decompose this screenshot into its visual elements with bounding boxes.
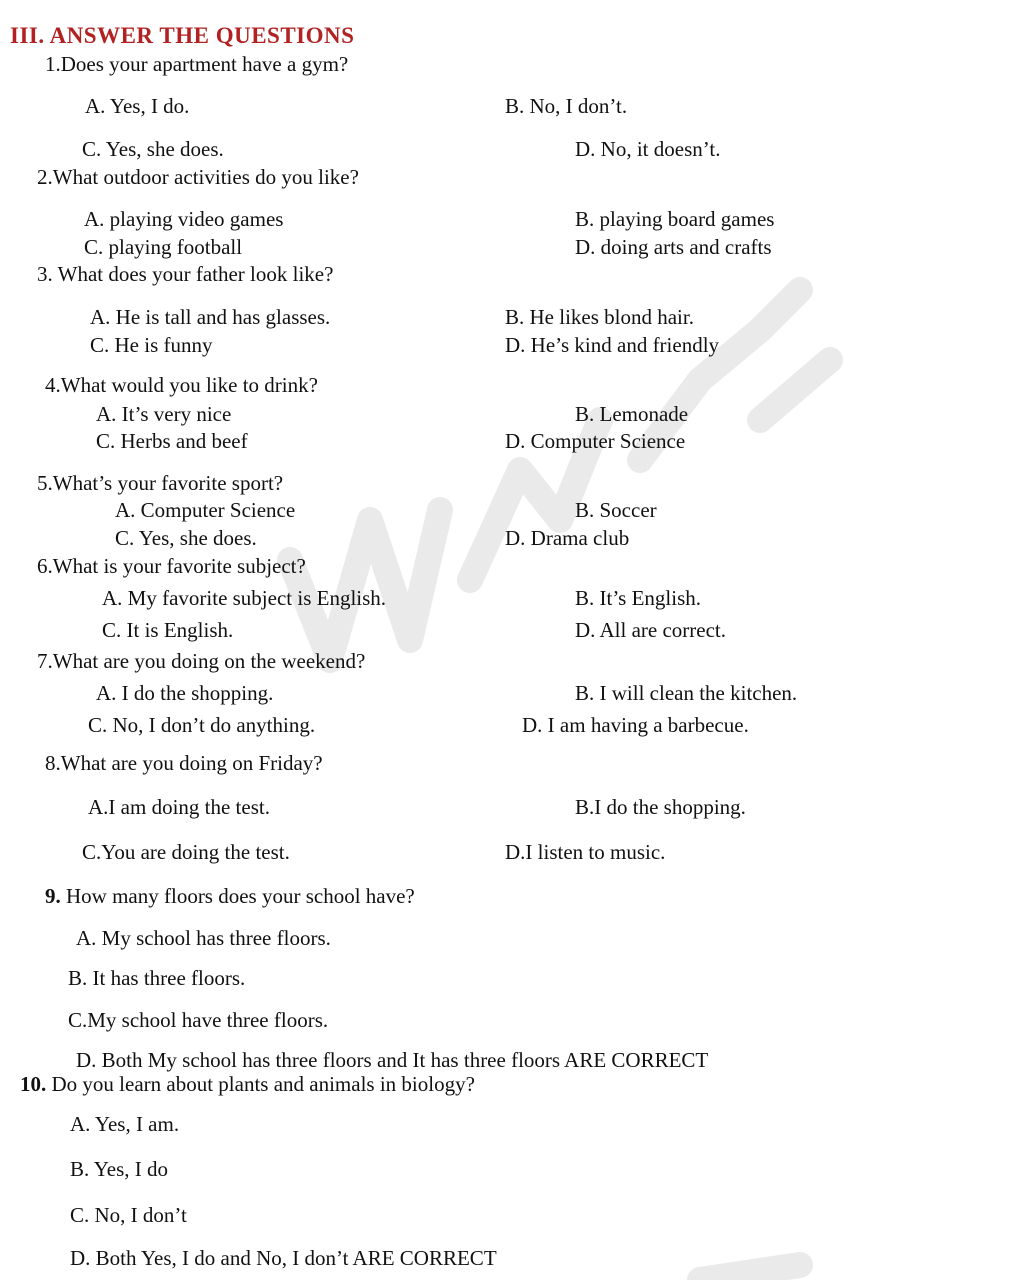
q5-option-d: D. Drama club — [505, 526, 630, 550]
q7-option-b: B. I will clean the kitchen. — [575, 681, 798, 705]
q1-option-c: C. Yes, she does. — [82, 137, 224, 161]
q2-option-d: D. doing arts and crafts — [575, 235, 772, 259]
question-6: 6.What is your favorite subject? — [37, 554, 306, 578]
q3-option-c: C. He is funny — [90, 333, 213, 357]
q5-option-b: B. Soccer — [575, 498, 657, 522]
q10-option-a: A. Yes, I am. — [70, 1112, 180, 1136]
question-9 — [45, 886, 415, 907]
question-8: 8.What are you doing on Friday? — [45, 751, 323, 775]
section-heading: III. ANSWER THE QUESTIONS — [10, 23, 355, 48]
question-10-text: Do you learn about plants and animals in biology? — [46, 1072, 475, 1096]
question-10-number: 10. — [20, 1072, 47, 1096]
q7-option-c: C. No, I don’t do anything. — [88, 713, 316, 737]
q7-option-d: D. I am having a barbecue. — [522, 713, 749, 737]
q10-option-b: B. Yes, I do — [70, 1157, 169, 1181]
q6-option-d: D. All are correct. — [575, 618, 727, 642]
question-9-number: 9. — [45, 884, 61, 908]
q4-option-d: D. Computer Science — [505, 429, 686, 453]
q6-option-a: A. My favorite subject is English. — [102, 586, 387, 610]
question-2: 2.What outdoor activities do you like? — [37, 165, 359, 189]
question-5: 5.What’s your favorite sport? — [37, 471, 284, 495]
q9-option-a: A. My school has three floors. — [76, 926, 331, 950]
q6-option-b: B. It’s English. — [575, 586, 702, 610]
q8-option-d: D.I listen to music. — [505, 840, 666, 864]
q8-option-b: B.I do the shopping. — [575, 795, 746, 819]
q4-option-a: A. It’s very nice — [96, 402, 232, 426]
q3-option-b: B. He likes blond hair. — [505, 305, 694, 329]
question-7: 7.What are you doing on the weekend? — [37, 649, 366, 673]
q4-option-b: B. Lemonade — [575, 402, 689, 426]
q1-option-a: A. Yes, I do. — [85, 94, 190, 118]
q9-option-c: C.My school have three floors. — [68, 1008, 329, 1032]
q10-option-d: D. Both Yes, I do and No, I don’t ARE CORRECT — [70, 1246, 497, 1270]
q1-option-b: B. No, I don’t. — [505, 94, 628, 118]
q2-option-c: C. playing football — [84, 235, 243, 259]
q9-option-b: B. It has three floors. — [68, 966, 246, 990]
question-9-text: How many floors does your school have? — [60, 884, 415, 908]
question-1: 1.Does your apartment have a gym? — [45, 52, 349, 76]
q3-option-a: A. He is tall and has glasses. — [90, 305, 331, 329]
q2-option-a: A. playing video games — [84, 207, 284, 231]
q5-option-a: A. Computer Science — [115, 498, 296, 522]
q8-option-a: A.I am doing the test. — [88, 795, 270, 819]
q8-option-c: C.You are doing the test. — [82, 840, 290, 864]
q1-option-d: D. No, it doesn’t. — [575, 137, 721, 161]
q10-option-c: C. No, I don’t — [70, 1203, 187, 1227]
q4-option-c: C. Herbs and beef — [96, 429, 248, 453]
q9-option-d: D. Both My school has three floors and It has three floors ARE CORRECT — [76, 1048, 709, 1072]
question-10 — [20, 1074, 475, 1095]
q7-option-a: A. I do the shopping. — [96, 681, 274, 705]
question-4: 4.What would you like to drink? — [45, 373, 318, 397]
question-3: 3. What does your father look like? — [37, 262, 334, 286]
q6-option-c: C. It is English. — [102, 618, 234, 642]
q2-option-b: B. playing board games — [575, 207, 775, 231]
q5-option-c: C. Yes, she does. — [115, 526, 257, 550]
q3-option-d: D. He’s kind and friendly — [505, 333, 720, 357]
